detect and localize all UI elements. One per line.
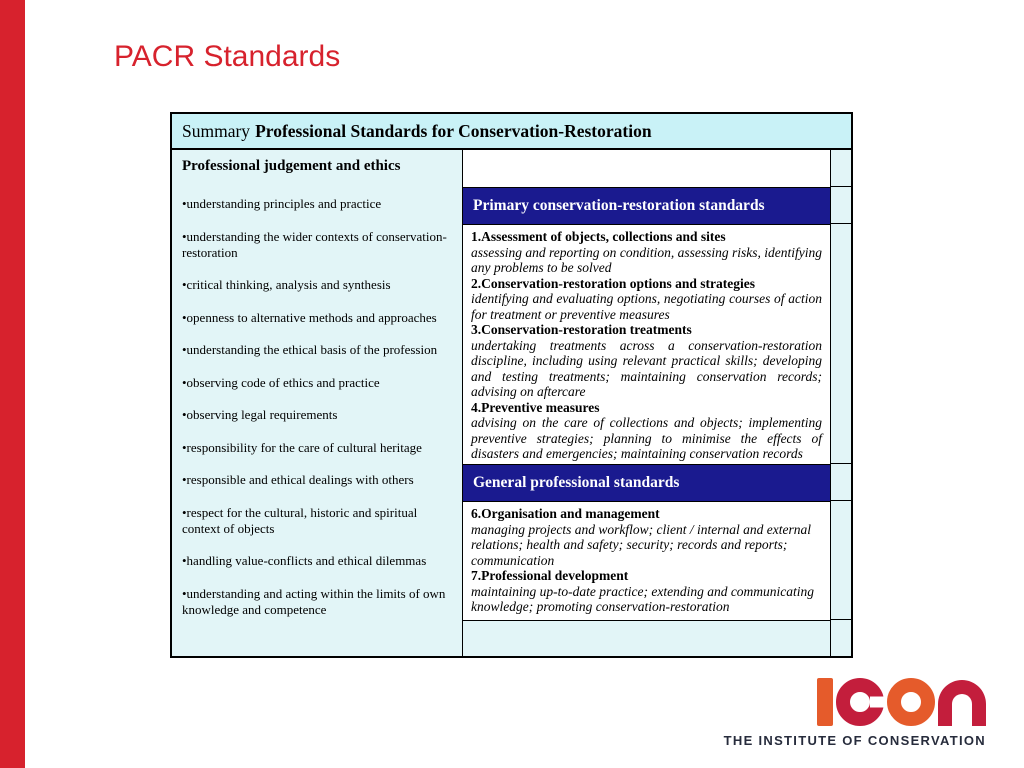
right-narrow-column [830, 150, 851, 656]
primary-standards-header: Primary conservation-restoration standards [463, 188, 830, 225]
bullet-item: •respect for the cultural, historic and spiritual context of objects [182, 504, 418, 536]
bullet-item: •responsible and ethical dealings with others [182, 472, 414, 487]
narrow-cell [831, 620, 851, 656]
standards-column [463, 150, 830, 656]
bottom-spacer-row [463, 621, 830, 656]
spacer-row [463, 150, 830, 188]
logo-letter-i-icon [817, 678, 833, 726]
standard-item-desc: maintaining up-to-date practice; extending and communicating knowledge; promoting conservation-restoration [471, 583, 815, 614]
standard-item-title: 2.Conservation-restoration options and strategies [471, 275, 755, 291]
bullet-item: •understanding the wider contexts of conservation-restoration [182, 228, 447, 260]
standard-item-desc: undertaking treatments across a conservation-restoration discipline, including using relevant practical skills; developing and testing treatments; maintaining conservation records; advising on aftercare [471, 337, 822, 399]
bullet-item: •openness to alternative methods and approaches [182, 309, 437, 325]
standard-item-desc: assessing and reporting on condition, assessing risks, identifying any problems to be solved [471, 244, 822, 275]
general-standards-header: General professional standards [463, 465, 830, 502]
bullet-item: •observing code of ethics and practice [182, 374, 380, 390]
standard-item-desc: managing projects and workflow; client / internal and external relations; health and safety; security; records and reports; communication [471, 521, 811, 568]
standard-item-title: 4.Preventive measures [471, 399, 600, 415]
standard-item-desc: identifying and evaluating options, negotiating courses of action for treatment or preventive measures [471, 291, 822, 322]
bullet-item: •understanding and acting within the limits of own knowledge and competence [182, 585, 446, 617]
logo-letter-c-icon [836, 678, 884, 726]
bullet-item: •observing legal requirements [182, 407, 338, 422]
standard-item-desc: advising on the care of collections and objects; implementing preventive strategies; planning to minimise the effects of disasters and emergencies; maintaining conservation records [471, 415, 822, 461]
bullet-item: •understanding the ethical basis of the profession [182, 342, 438, 357]
left-column-heading: Professional judgement and ethics [182, 158, 401, 174]
table-header-prefix: Summary [182, 120, 251, 141]
narrow-cell [831, 224, 851, 464]
icon-logo [724, 674, 986, 748]
logo-caption: THE INSTITUTE OF CONSERVATION [723, 733, 986, 748]
primary-standards-items [463, 225, 830, 465]
standard-item-title: 6.Organisation and management [471, 506, 660, 521]
left-column-judgement-ethics [172, 150, 463, 656]
narrow-cell [831, 150, 851, 187]
general-standards-items [463, 502, 830, 621]
bullet-item: •responsibility for the care of cultural heritage [182, 439, 422, 455]
icon-logo-wordmark [724, 674, 986, 726]
logo-letter-o-icon [887, 678, 935, 726]
page-title: PACR Standards [114, 40, 341, 73]
standard-item-title: 1.Assessment of objects, collections and sites [471, 229, 726, 244]
logo-letter-n-icon [938, 680, 986, 726]
narrow-cell [831, 464, 851, 501]
narrow-cell [831, 501, 851, 620]
narrow-cell [831, 187, 851, 224]
table-header-title: Professional Standards for Conservation-Restoration [255, 120, 652, 141]
bullet-item: •understanding principles and practice [182, 196, 382, 211]
left-accent-bar [0, 0, 25, 768]
standard-item-title: 7.Professional development [471, 568, 629, 583]
bullet-item: •critical thinking, analysis and synthesis [182, 277, 391, 292]
table-body [172, 150, 851, 656]
standard-item-title: 3.Conservation-restoration treatments [471, 322, 692, 337]
table-header-row [172, 114, 851, 150]
bullet-item: •handling value-conflicts and ethical dilemmas [182, 553, 427, 568]
standards-table [170, 112, 853, 658]
